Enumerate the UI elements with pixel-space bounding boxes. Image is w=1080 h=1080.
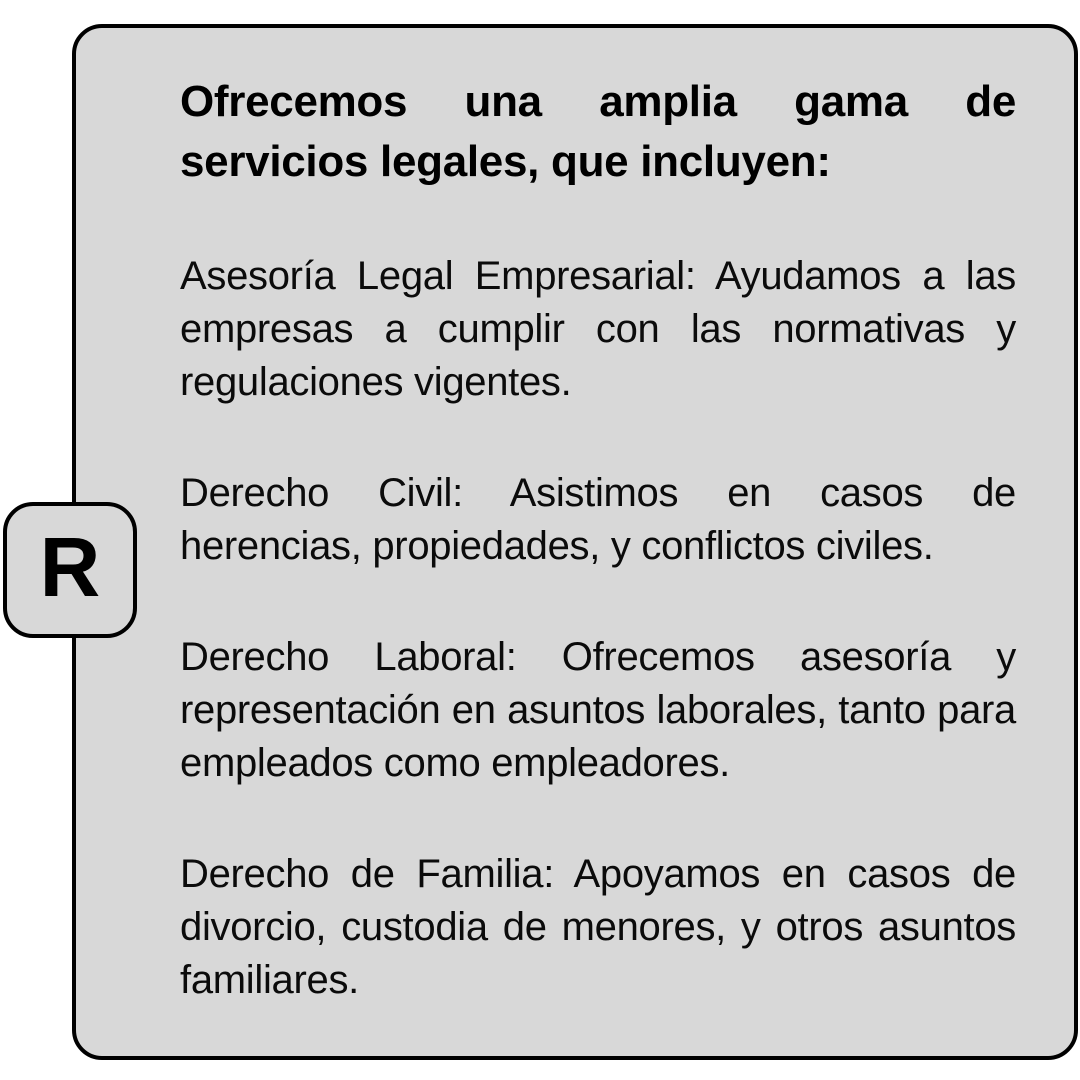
paragraph-derecho-civil: Derecho Civil: Asistimos en casos de herencias, propiedades, y conflictos civiles. — [180, 471, 1016, 568]
paragraph-derecho-laboral: Derecho Laboral: Ofrecemos asesoría y representación en asuntos laborales, tanto para empleados como empleadores. — [180, 635, 1016, 785]
services-card — [72, 24, 1078, 1060]
brand-letter: R — [39, 520, 101, 614]
brand-badge — [3, 502, 137, 638]
paragraph-derecho-de-familia: Derecho de Familia: Apoyamos en casos de divorcio, custodia de menores, y otros asuntos familiares. — [180, 852, 1016, 1002]
paragraph-asesoria-legal-empresarial: Asesoría Legal Empresarial: Ayudamos a las empresas a cumplir con las normativas y regulaciones vigentes. — [180, 254, 1016, 404]
services-heading: Ofrecemos una amplia gama de servicios legales, que incluyen: — [180, 77, 1016, 186]
